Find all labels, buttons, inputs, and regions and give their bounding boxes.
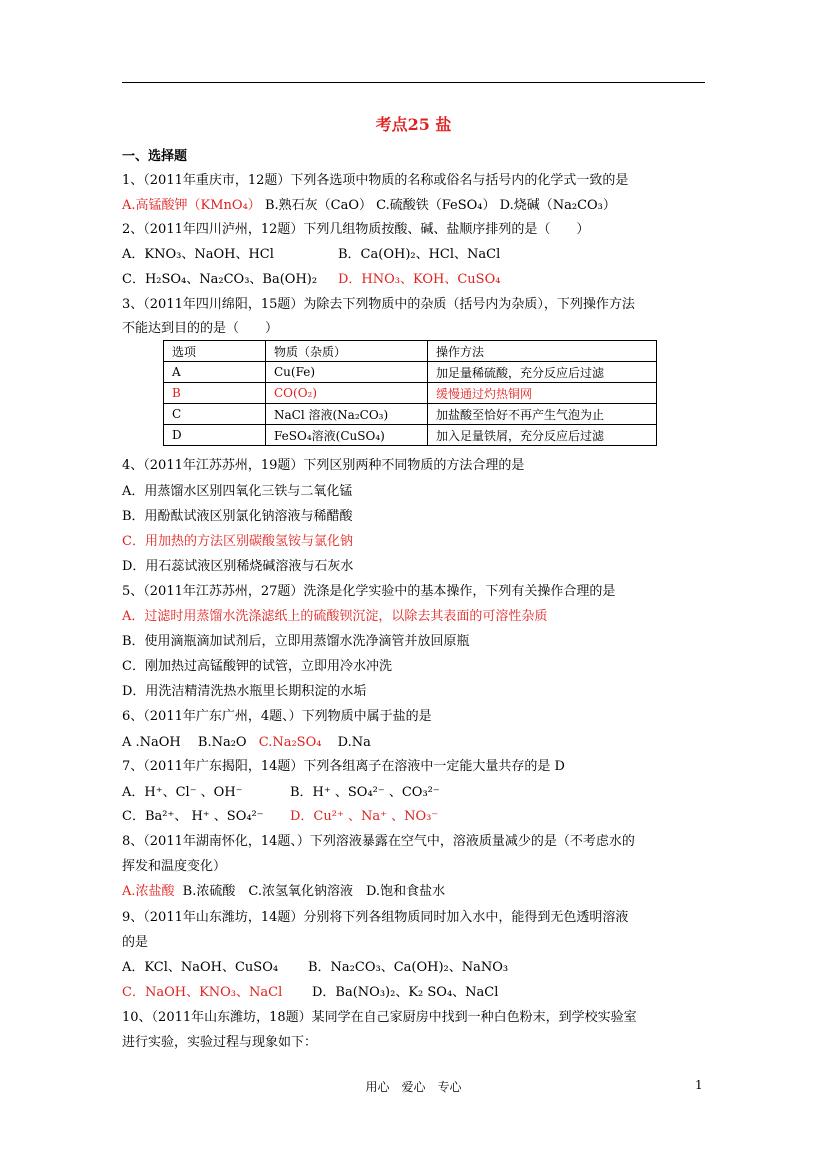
page-number: 1: [695, 1078, 703, 1092]
table-cell: C: [164, 404, 266, 425]
q2-option-b: B．Ca(OH)₂、HCl、NaCl: [338, 247, 501, 262]
q1-options-bcd: B.熟石灰（CaO） C.硫酸铁（FeSO₄） D.烧碱（Na₂CO₃）: [264, 198, 616, 213]
q5-option-c: C．刚加热过高锰酸钾的试管，立即用冷水冲洗: [122, 659, 392, 674]
q10-stem-1: 10、（2011年山东潍坊，18题）某同学在自己家厨房中找到一种白色粉末，到学校实验室: [122, 1010, 637, 1025]
q1-stem: 1、（2011年重庆市，12题）下列各选项中物质的名称或俗名与括号内的化学式一致的是: [122, 173, 629, 188]
q9-option-b: B．Na₂CO₃、Ca(OH)₂、NaNO₃: [308, 960, 509, 975]
q2-option-a: A．KNO₃、NaOH、HCl: [122, 247, 274, 262]
table-cell: 加盐酸至恰好不再产生气泡为止: [428, 404, 657, 425]
q3-stem-1: 3、（2011年四川绵阳，15题）为除去下列物质中的杂质（括号内为杂质），下列操作方法: [122, 297, 635, 312]
table-row: [164, 425, 657, 446]
q9-stem-1: 9、（2011年山东潍坊，14题）分别将下列各组物质同时加入水中，能得到无色透明溶液: [122, 910, 629, 925]
q9-option-a: A．KCl、NaOH、CuSO₄: [122, 960, 279, 975]
table-cell: NaCl 溶液(Na₂CO₃): [266, 404, 428, 425]
header-rule: [122, 82, 705, 83]
table-cell: D: [164, 425, 266, 446]
q4-option-b: B．用酚酞试液区别氯化钠溶液与稀醋酸: [122, 509, 353, 524]
table-cell: B: [164, 383, 266, 404]
q5-option-b: B．使用滴瓶滴加试剂后，立即用蒸馏水洗净滴管并放回原瓶: [122, 634, 470, 649]
q2-stem: 2、（2011年四川泸州，12题）下列几组物质按酸、碱、盐顺序排列的是（ ）: [122, 222, 590, 237]
table-cell: A: [164, 362, 266, 383]
q4-stem: 4、（2011年江苏苏州，19题）下列区别两种不同物质的方法合理的是: [122, 458, 525, 473]
q1-options: [122, 197, 616, 215]
q9-options-cd: [122, 984, 499, 1002]
q7-options-cd: [122, 808, 439, 826]
q10-stem-2: 进行实验，实验过程与现象如下：: [122, 1035, 318, 1050]
q6-stem: 6、（2011年广东广州，4题、）下列物质中属于盐的是: [122, 709, 432, 724]
q3-stem-2: 不能达到目的的是（ ）: [122, 321, 279, 336]
q5-stem: 5、（2011年江苏苏州，27题）洗涤是化学实验中的基本操作，下列有关操作合理的是: [122, 584, 616, 599]
table-row: [164, 341, 657, 362]
table-header-cell: 物质（杂质）: [266, 341, 428, 362]
q6-option-d: D.Na: [337, 735, 371, 750]
q8-stem-1: 8、（2011年湖南怀化，14题、）下列溶液暴露在空气中，溶液质量减少的是（不考虑水的: [122, 834, 635, 849]
table-row-answer: [164, 383, 657, 404]
q9-option-d: D．Ba(NO₃)₂、K₂ SO₄、NaCl: [312, 985, 499, 1000]
q8-option-a: A.浓盐酸: [122, 884, 175, 899]
table-cell: Cu(Fe): [266, 362, 428, 383]
q9-option-c: C．NaOH、KNO₃、NaCl: [122, 985, 283, 1000]
q9-options-ab: [122, 959, 509, 977]
q2-options-ab: [122, 246, 501, 264]
q3-options-table: [163, 340, 657, 446]
q7-option-b: B．H⁺ 、SO₄²⁻ 、CO₃²⁻: [290, 785, 440, 800]
q5-option-a: A．过滤时用蒸馏水洗涤滤纸上的硫酸钡沉淀，以除去其表面的可溶性杂质: [122, 609, 548, 624]
section-heading: 一、选择题: [122, 149, 188, 164]
q7-option-a: A．H⁺、Cl⁻ 、OH⁻: [122, 785, 243, 800]
q1-option-a: A.高锰酸钾（KMnO₄）: [122, 198, 261, 213]
q6-options-ab: A .NaOH B.Na₂O: [122, 735, 247, 750]
q4-option-d: D．用石蕊试液区别稀烧碱溶液与石灰水: [122, 559, 354, 574]
q8-options-bcd: B.浓硫酸 C.浓氢氧化钠溶液 D.饱和食盐水: [182, 884, 446, 899]
q4-option-a: A．用蒸馏水区别四氧化三铁与二氧化锰: [122, 484, 353, 499]
table-header-cell: 选项: [164, 341, 266, 362]
table-cell: 缓慢通过灼热铜网: [428, 383, 657, 404]
q5-option-d: D．用洗洁精清洗热水瓶里长期积淀的水垢: [122, 684, 367, 699]
q8-stem-2: 挥发和温度变化）: [122, 859, 227, 874]
table-row: [164, 404, 657, 425]
table-header-cell: 操作方法: [428, 341, 657, 362]
q7-option-d: D．Cu²⁺ 、Na⁺ 、NO₃⁻: [290, 809, 439, 824]
q7-stem: 7、（2011年广东揭阳，14题）下列各组离子在溶液中一定能大量共存的是 D: [122, 759, 565, 774]
table-cell: 加入足量铁屑，充分反应后过滤: [428, 425, 657, 446]
q9-stem-2: 的是: [122, 935, 149, 950]
table-cell: FeSO₄溶液(CuSO₄): [266, 425, 428, 446]
q7-option-c: C．Ba²⁺、 H⁺ 、SO₄²⁻: [122, 809, 264, 824]
table-row: [164, 362, 657, 383]
q6-option-c: C.Na₂SO₄: [258, 735, 322, 750]
q4-option-c: C．用加热的方法区别碳酸氢铵与氯化钠: [122, 534, 353, 549]
q7-options-ab: [122, 784, 440, 802]
q2-option-d: D．HNO₃、KOH、CuSO₄: [338, 272, 501, 287]
q2-option-c: C．H₂SO₄、Na₂CO₃、Ba(OH)₂: [122, 272, 318, 287]
page-footer: 用心 爱心 专心: [365, 1080, 462, 1094]
q2-options-cd: [122, 271, 501, 289]
page-title: 考点25 盐: [375, 115, 452, 134]
q6-options: [122, 734, 371, 752]
table-cell: CO(O₂): [266, 383, 428, 404]
table-cell: 加足量稀硫酸，充分反应后过滤: [428, 362, 657, 383]
q8-options: [122, 883, 445, 901]
